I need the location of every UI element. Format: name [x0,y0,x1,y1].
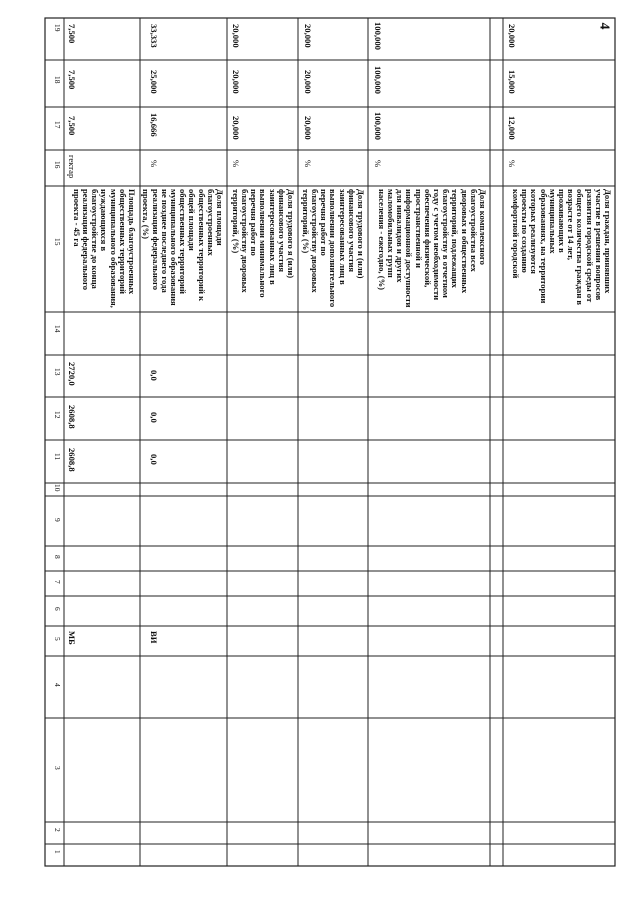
row6-col17: 12,000 [507,116,517,140]
col-header-6: 6 [53,607,62,611]
col-header-12: 12 [53,411,62,419]
row1-col13: 2720,0 [67,362,77,386]
row4-unit: % [303,160,313,168]
row1-col19: 7,500 [67,24,77,44]
row6-indicator: Доля граждан, принявших участие в решении вопросов развития городской среды от общего количества граждан в возрасте от 14 лет, проживающих в муниципальных образованиях, на территории которых реализуются проекты по созданию комфортной городской [510,189,613,306]
page-number: 4 [596,22,612,30]
row2-col12: 0,0 [149,412,159,423]
row6-col18: 15,000 [507,70,517,94]
col-header-18: 18 [53,76,62,84]
col-header-4: 4 [53,683,62,687]
col-header-3: 3 [53,766,62,770]
row2-col18: 25,000 [149,70,159,94]
row1-col17: 7,500 [67,116,77,136]
table-frame [45,18,615,866]
col-header-15: 15 [53,238,62,246]
row2-col17: 16,666 [149,113,159,137]
row2-col11: 0,0 [149,454,159,465]
row4-col17: 20,000 [303,116,313,140]
row4-col19: 20,000 [303,24,313,48]
col-header-19: 19 [53,24,62,32]
col-header-16: 16 [53,161,62,169]
row1-unit: гектар [67,155,77,179]
row5-unit: % [373,160,383,168]
row2-source: ВИ [149,631,159,644]
col-header-8: 8 [53,555,62,559]
row6-unit: % [507,160,517,168]
row2-col19: 33,333 [149,24,159,48]
col-header-13: 13 [53,368,62,376]
row1-col11: 2608,8 [67,448,77,472]
row1-indicator: Площадь благоустроенных общественных территорий муниципального образования, нуждающихся в благоустройстве до конца реализации федерального проекта - 45 га [71,189,137,308]
row4-col18: 20,000 [303,70,313,94]
row6-col19: 20,000 [507,24,517,48]
col-header-2: 2 [53,828,62,832]
row5-col17: 100,000 [373,112,383,140]
col-header-14: 14 [53,325,62,333]
row5-col19: 100,000 [373,22,383,50]
col-header-10: 10 [53,484,62,492]
row2-indicator: Доля площади благоустроенных общественных территорий к общей площади общественных территорий муниципального образования не позднее последнего года реализации федерального проекта, (%) [141,189,225,306]
col-header-1: 1 [53,850,62,854]
row1-source: МБ [67,631,77,645]
col-header-7: 7 [53,580,62,584]
row4-indicator: Доля трудового и (или) финансового участия заинтересованных лиц в выполнении дополнительного перечня работ по благоустройству дворовых территорий, (%) [300,189,366,308]
row2-unit: % [149,160,159,168]
row5-indicator: Доля комплексного благоустройства всех дворовых и общественных территорий, подлежащих благоустройству в отчетном году с учетом необходимости обеспечения физической, пространственной и информационной доступности для инвалидов и других маломобильных групп населения - ежегодно, (%) [376,189,488,308]
row3-col17: 20,000 [231,116,241,140]
col-header-9: 9 [53,518,62,522]
col-header-17: 17 [53,121,62,129]
row1-col18: 7,500 [67,70,77,90]
row3-col19: 20,000 [231,24,241,48]
row3-col18: 20,000 [231,70,241,94]
row5-col18: 100,000 [373,66,383,94]
col-header-5: 5 [53,637,62,641]
row2-col13: 0,0 [149,370,159,381]
row3-indicator: Доля трудового я (или) финансового участия заинтересованных лиц в выполнении минимального перечня работ по благоустройству дворовых территорий, (%) [230,189,296,298]
col-header-11: 11 [53,453,62,461]
row1-col12: 2608,8 [67,405,77,429]
row3-unit: % [231,160,241,168]
